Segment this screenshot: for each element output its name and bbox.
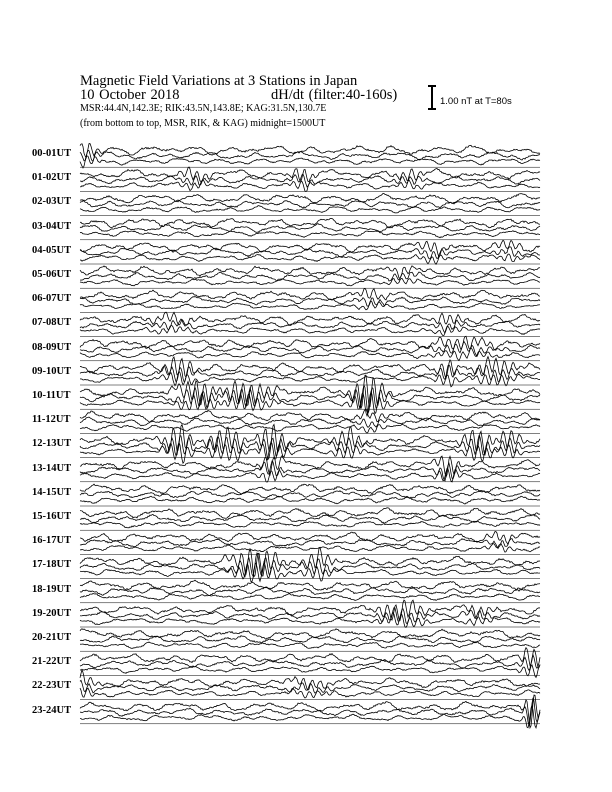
hour-label: 04-05UT	[32, 244, 72, 256]
trace-rik	[80, 224, 540, 233]
trace-kag	[80, 456, 540, 477]
trace-msr	[80, 705, 540, 728]
hour-label: 20-21UT	[32, 632, 72, 643]
trace-msr	[80, 613, 540, 628]
trace-rik	[80, 297, 540, 307]
trace-kag	[80, 629, 540, 639]
hour-label: 21-22UT	[32, 656, 72, 668]
trace-rik	[80, 247, 540, 259]
hour-label: 00-01UT	[32, 148, 72, 159]
trace-kag	[80, 670, 540, 690]
hour-label: 12-13UT	[32, 438, 72, 450]
hour-label: 14-15UT	[32, 486, 72, 498]
chart-title: Magnetic Field Variations at 3 Stations in Japan	[80, 73, 358, 89]
hour-label: 03-04UT	[32, 220, 72, 232]
trace-msr	[80, 231, 540, 238]
trace-kag	[80, 240, 540, 256]
trace-msr	[80, 594, 540, 601]
hour-label: 13-14UT	[32, 462, 72, 474]
trace-kag	[80, 312, 540, 325]
trace-rik	[80, 174, 540, 187]
trace-msr	[80, 254, 540, 264]
trace-rik	[80, 150, 540, 161]
date-label: 10 October 2018	[80, 87, 180, 103]
hour-label: 05-06UT	[32, 269, 72, 280]
trace-msr	[80, 156, 540, 168]
trace-rik	[80, 200, 540, 208]
trace-msr	[80, 496, 540, 504]
trace-msr	[80, 301, 540, 310]
trace-msr	[80, 521, 540, 528]
trace-msr	[80, 424, 540, 433]
hour-label: 08-09UT	[32, 341, 72, 353]
hour-label: 19-20UT	[32, 607, 72, 619]
trace-rik	[80, 539, 540, 549]
hour-label: 07-08UT	[32, 317, 72, 329]
trace-kag	[80, 288, 540, 300]
trace-msr	[80, 326, 540, 336]
station-order-note: (from bottom to top, MSR, RIK, & KAG) midnight=1500UT	[80, 118, 326, 129]
trace-msr	[80, 206, 540, 213]
trace-msr	[80, 392, 540, 416]
station-coordinates: MSR:44.4N,142.3E; RIK:43.5N,143.8E; KAG:31.5N,130.7E	[80, 103, 327, 114]
hour-label: 22-23UT	[32, 680, 72, 692]
hour-label: 15-16UT	[32, 511, 72, 522]
trace-rik	[80, 698, 540, 726]
hour-label: 06-07UT	[32, 293, 72, 305]
trace-msr	[80, 562, 540, 581]
trace-kag	[80, 218, 540, 227]
hour-label: 01-02UT	[32, 172, 72, 184]
hour-label: 18-19UT	[32, 583, 72, 595]
trace-kag	[80, 484, 540, 494]
hour-label: 11-12UT	[32, 414, 71, 426]
trace-msr	[80, 688, 540, 698]
hour-label: 17-18UT	[32, 559, 72, 571]
hour-label: 23-24UT	[32, 704, 72, 716]
trace-rik	[80, 587, 540, 595]
quantity-label: dH/dt (filter:40-160s)	[271, 87, 398, 103]
hour-label: 02-03UT	[32, 196, 72, 208]
trace-msr	[80, 642, 540, 648]
scale-label: 1.00 nT at T=80s	[440, 96, 512, 107]
hour-label: 10-11UT	[32, 390, 71, 401]
hour-label: 16-17UT	[32, 535, 72, 547]
trace-msr	[80, 468, 540, 482]
trace-msr	[80, 544, 540, 553]
hour-label: 09-10UT	[32, 365, 72, 377]
